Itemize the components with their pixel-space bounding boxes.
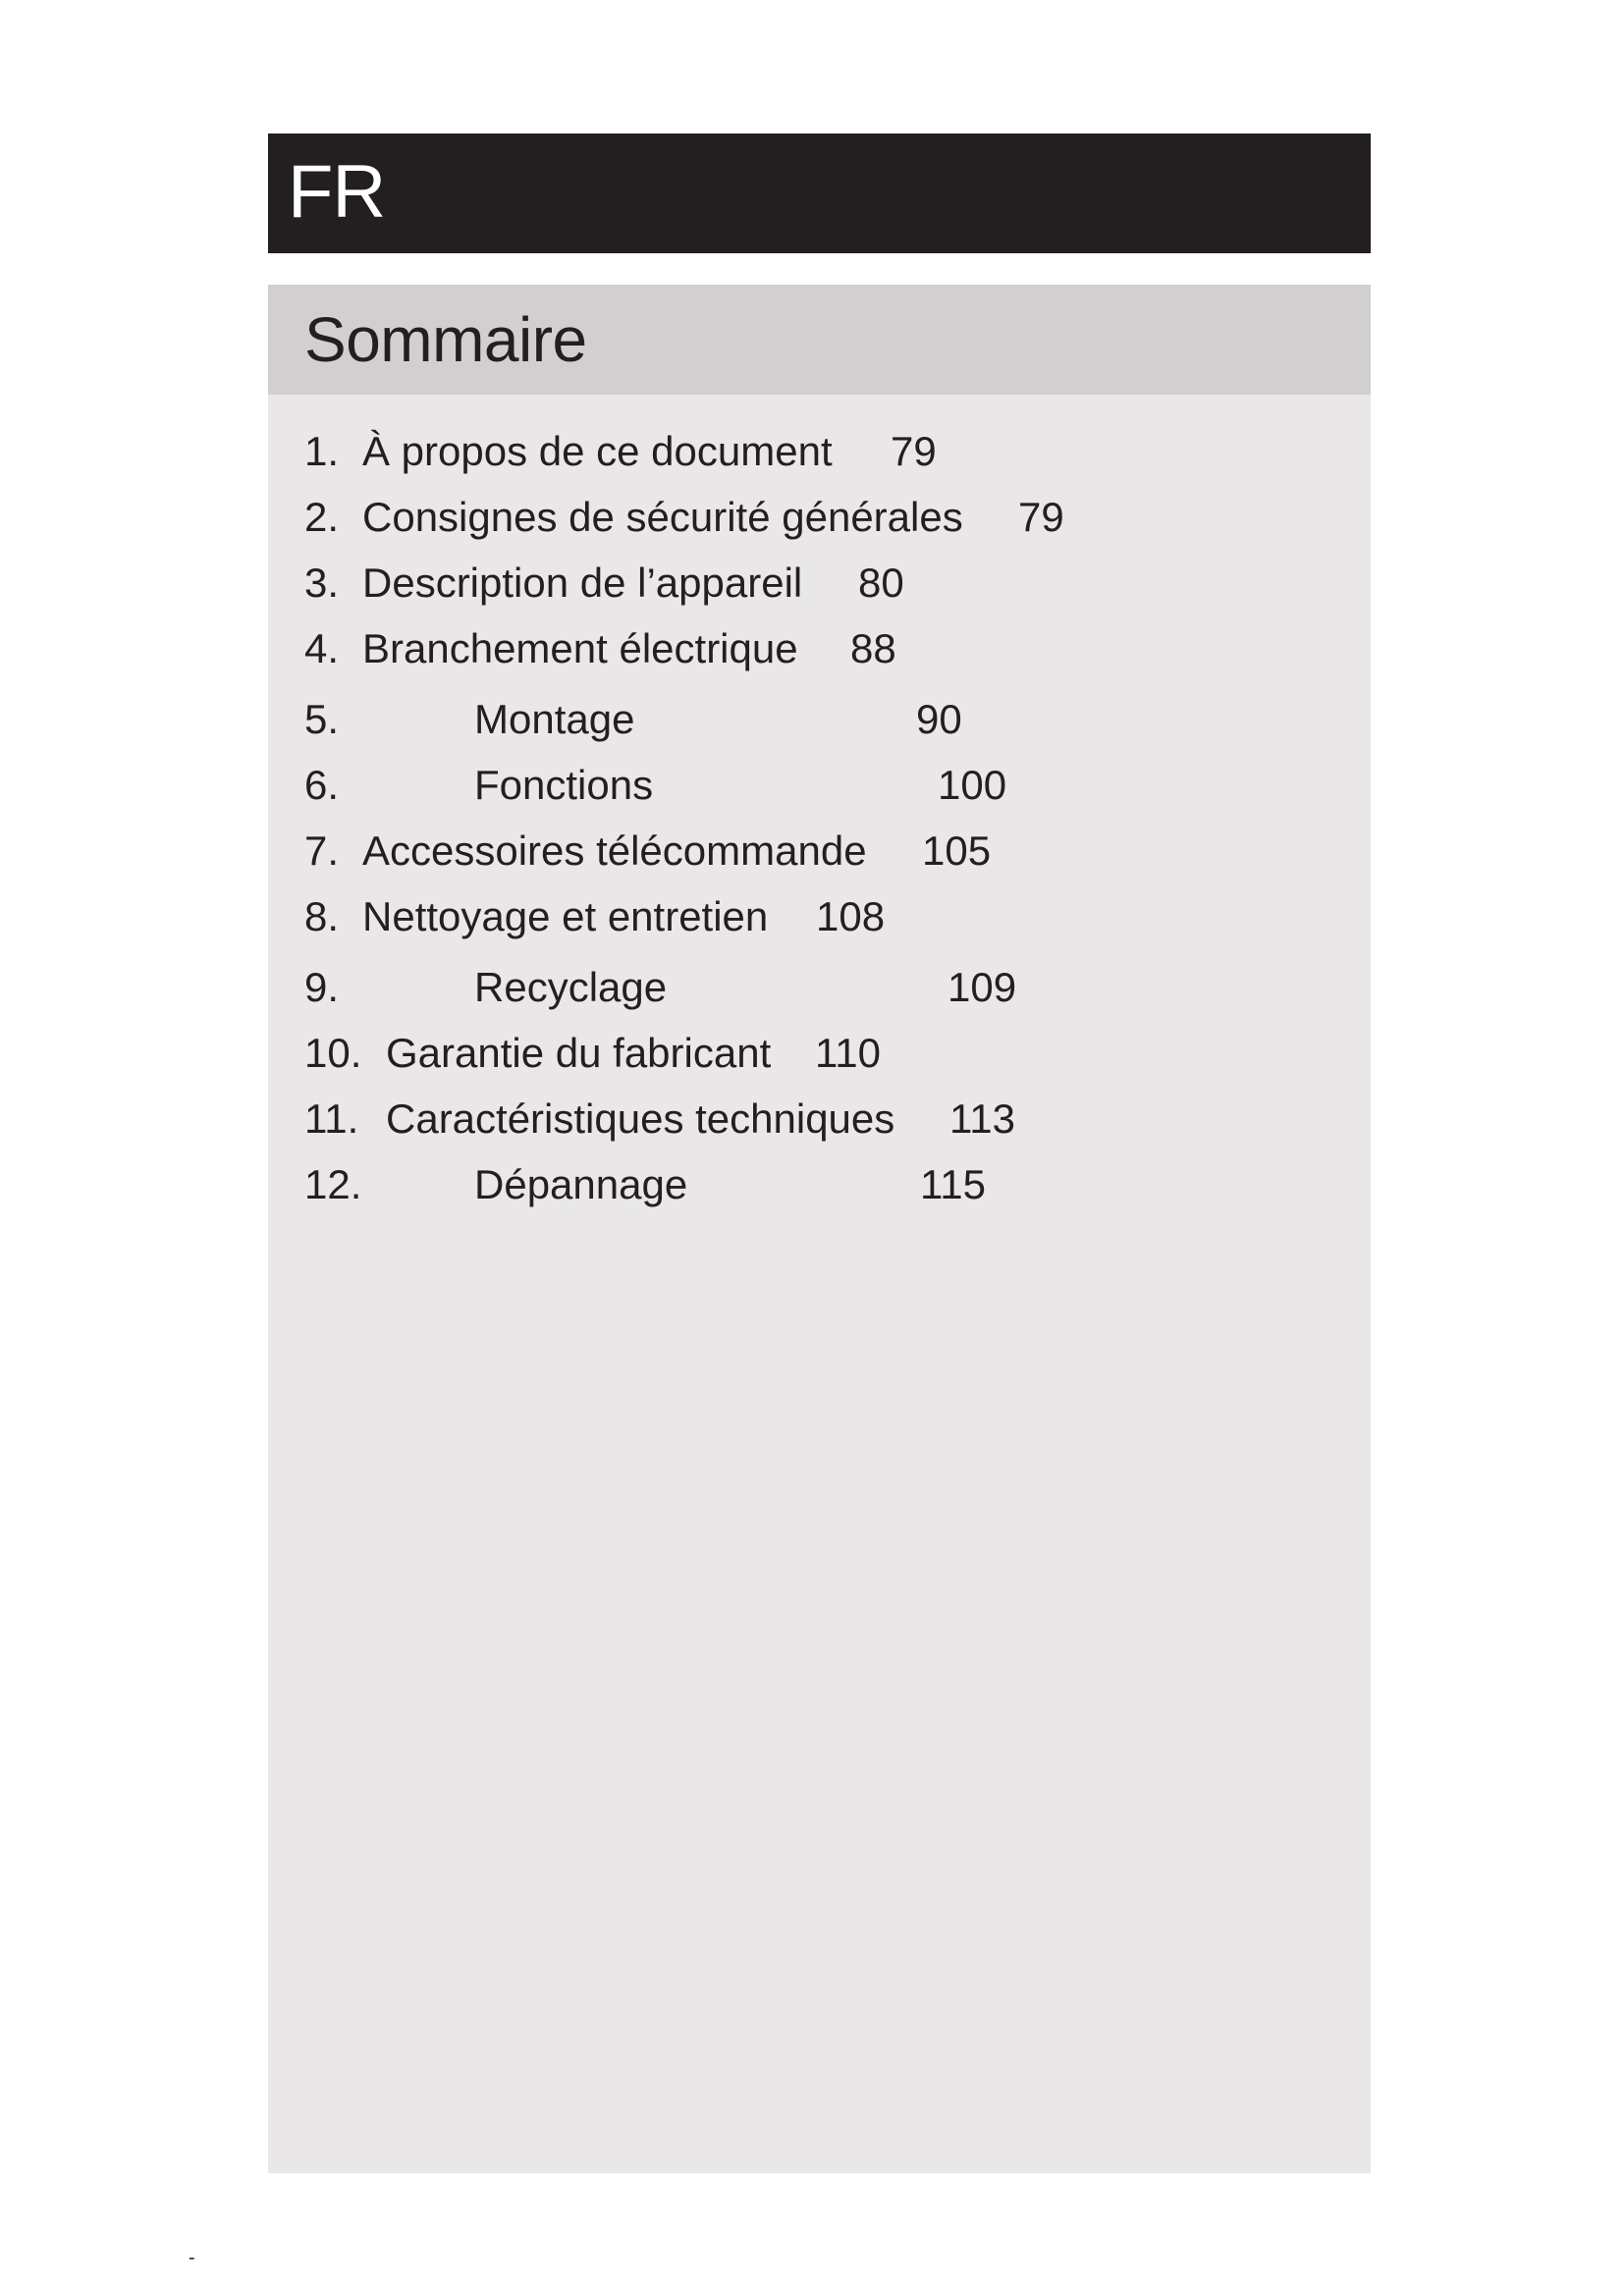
toc-item-page: 79 [1018,494,1064,540]
toc-item-number: 6. [304,762,340,808]
toc-item-page: 109 [947,964,1017,1010]
table-of-contents [268,285,1371,2173]
toc-item-label: À propos de ce document [362,428,833,474]
toc-item-label: Garantie du fabricant [386,1030,772,1076]
toc-item-label: Recyclage [474,964,668,1010]
toc-item-number: 9. [304,964,340,1010]
toc-item-number: 4. [304,625,340,671]
toc-item-number: 7. [304,828,340,874]
toc-item-page: 115 [920,1161,986,1207]
toc-item-number: 12. [304,1161,362,1207]
toc-item-label: Fonctions [474,762,654,808]
toc-item-number: 2. [304,494,340,540]
toc-item-page: 79 [891,428,937,474]
toc-item-page: 90 [916,696,962,742]
toc-item-number: 5. [304,696,340,742]
language-code: FR [288,150,386,234]
toc-item-page: 100 [938,762,1007,808]
toc-item-page: 80 [858,560,904,606]
toc-item-label: Description de l’appareil [362,560,803,606]
footer-mark: - [189,2247,195,2269]
toc-item-label: Dépannage [474,1161,688,1207]
toc-item-label: Consignes de sécurité générales [362,494,963,540]
toc-item-page: 88 [850,625,896,671]
toc-item-number: 11. [304,1095,359,1142]
toc-item-number: 1. [304,428,340,474]
toc-item-label: Montage [474,696,635,742]
toc-item-number: 3. [304,560,340,606]
toc-item-page: 108 [816,893,886,939]
toc-item-page: 105 [922,828,992,874]
toc-item-page: 110 [815,1030,881,1076]
toc-item-label: Branchement électrique [362,625,798,671]
toc-item-number: 8. [304,893,340,939]
toc-item-page: 113 [949,1095,1015,1142]
toc-item-label: Nettoyage et entretien [362,893,769,939]
toc-item-label: Accessoires télécommande [362,828,867,874]
toc-title: Sommaire [304,304,587,375]
toc-list [268,285,1371,2173]
toc-item-number: 10. [304,1030,362,1076]
language-banner [268,133,1371,253]
toc-item-label: Caractéristiques techniques [386,1095,895,1142]
